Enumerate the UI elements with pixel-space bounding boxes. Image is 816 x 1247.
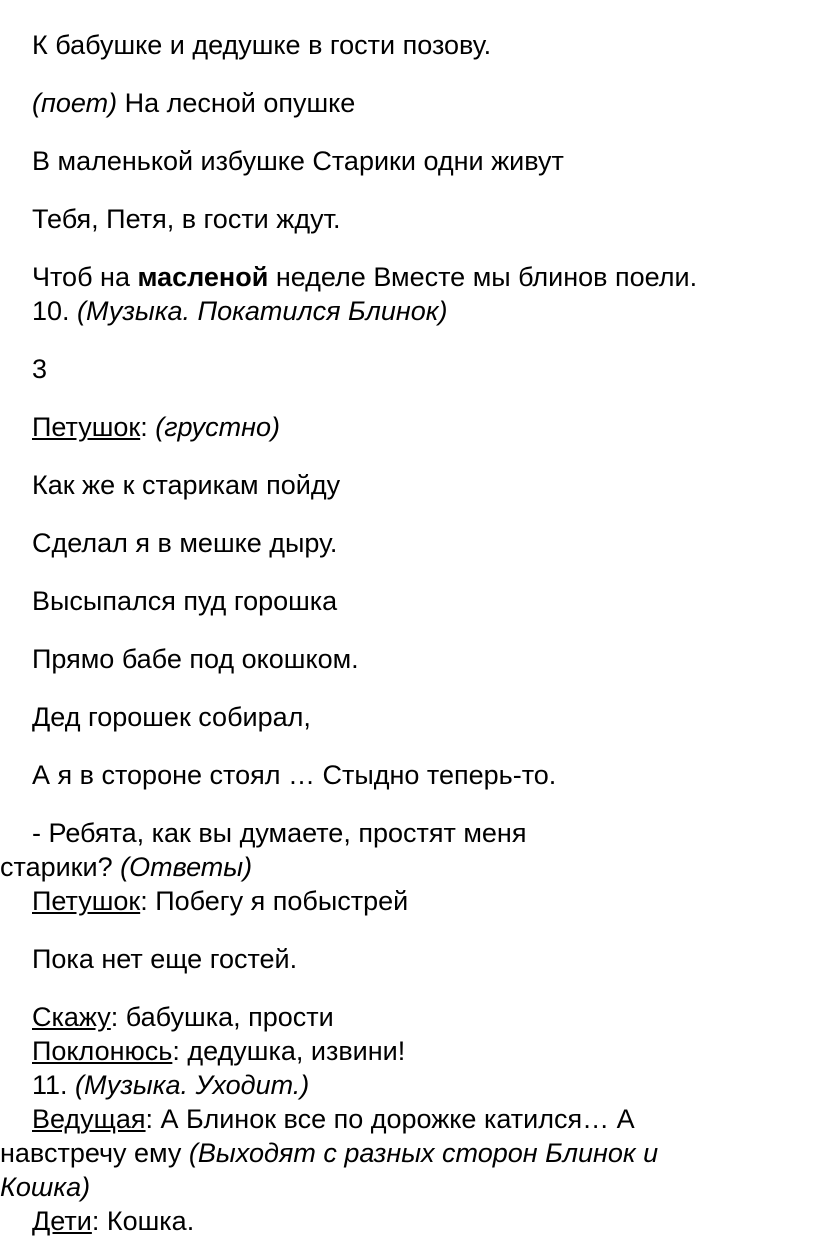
text-line: старики? (Ответы) (0, 852, 253, 882)
speaker-name: Скажу (32, 1002, 111, 1032)
speaker-name: Ведущая (32, 1104, 146, 1134)
speaker-name: Петушок (32, 886, 141, 916)
text-line: Пока нет еще гостей. (32, 944, 298, 974)
stage-direction: (Выходят с разных сторон Блинок и (188, 1138, 659, 1168)
text-line: Сделал я в мешке дыру. (32, 528, 338, 558)
text-line: Петушок: Побегу я побыстрей (32, 886, 409, 916)
text-line: Ведущая: А Блинок все по дорожке катился… А (32, 1104, 635, 1134)
item-number: 10. (32, 296, 78, 326)
text-line: А я в стороне стоял … Стыдно теперь-то. (32, 760, 557, 790)
stage-direction: Кошка) (0, 1172, 91, 1202)
stage-direction: (грустно) (155, 412, 280, 442)
stage-direction: (Музыка. Покатился Блинок) (77, 296, 448, 326)
text-line: Дети: Кошка. (32, 1206, 195, 1236)
text-line (0, 1170, 810, 1204)
text-line: Скажу: бабушка, прости (32, 1002, 334, 1032)
stage-direction: (поет) (32, 88, 118, 118)
bold-word: масленой (137, 262, 269, 292)
text-line: Как же к старикам пойду (32, 470, 341, 500)
text-line (32, 294, 816, 328)
speaker-name: Дети (32, 1206, 92, 1236)
text-line (32, 1068, 816, 1102)
stage-direction: (Ответы) (120, 852, 253, 882)
text-line: Прямо бабе под окошком. (32, 644, 359, 674)
text-line: Высыпался пуд горошка (32, 586, 338, 616)
item-number: 11. (32, 1070, 76, 1100)
stage-direction: (Музыка. Уходит.) (75, 1070, 310, 1100)
text-line: (поет) На лесной опушке (32, 88, 356, 118)
text-line: Дед горошек собирал, (32, 702, 311, 732)
text-line: 3 (32, 354, 48, 384)
text-line: Тебя, Петя, в гости ждут. (32, 204, 341, 234)
text-line: - Ребята, как вы думаете, простят меня (32, 818, 527, 848)
text-line: Чтоб на масленой неделе Вместе мы блинов поели. (32, 262, 698, 292)
text-line: Поклонюсь: дедушка, извини! (32, 1036, 406, 1066)
speaker-name: Петушок (32, 412, 141, 442)
text-line: В маленькой избушке Старики одни живут (32, 146, 564, 176)
speaker-name: Поклонюсь (32, 1036, 173, 1066)
text-line: К бабушке и дедушке в гости позову. (32, 30, 492, 60)
text-line: навстречу ему (Выходят с разных сторон Блинок и (0, 1138, 659, 1168)
text-line: Петушок: (грустно) (32, 412, 280, 442)
